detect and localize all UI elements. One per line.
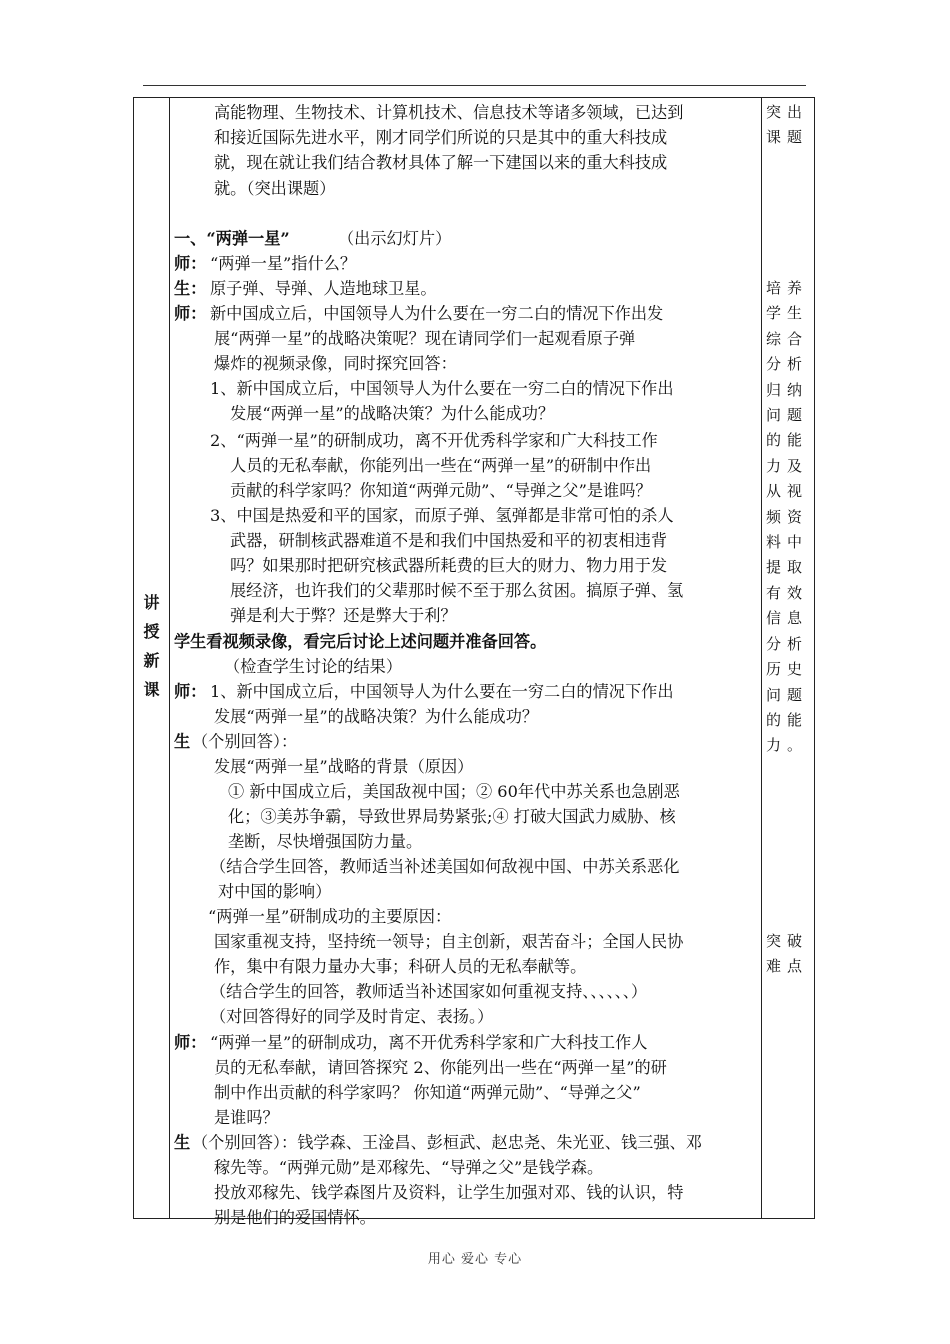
lesson-text-line: 武器，研制核武器难道不是和我们中国热爱和平的初衷相违背: [230, 531, 668, 550]
section-label-char: 课: [143, 680, 160, 699]
lesson-heading-line: 师：: [174, 304, 207, 323]
side-note-line: 信息: [766, 609, 809, 628]
section-label: [134, 588, 169, 704]
side-note-line: 有效: [766, 583, 809, 602]
lesson-text-line: 就。（突出课题）: [214, 179, 336, 198]
lesson-heading-line: 一、“两弹一星”: [174, 229, 290, 248]
lesson-text-line: 贡献的科学家吗？你知道“两弹元勋”、“导弹之父”是谁吗？: [230, 481, 652, 500]
lesson-text-line: （出示幻灯片）: [338, 229, 452, 248]
side-note-line: 从视: [766, 482, 809, 501]
lesson-text-line: （个别回答）：: [192, 732, 298, 751]
lesson-text-line: 垄断，尽快增强国防力量。: [228, 832, 423, 851]
side-note-line: 课题: [766, 128, 809, 147]
lesson-text-line: 1、新中国成立后，中国领导人为什么要在一穷二白的情况下作出: [210, 682, 674, 701]
lesson-text-line: ① 新中国成立后，美国敌视中国；② 60年代中苏关系也急剧恶: [228, 782, 680, 801]
side-note-line: 料中: [766, 533, 809, 552]
lesson-text-line: 化；③美苏争霸，导致世界局势紧张;④ 打破大国武力威胁、核: [228, 807, 676, 826]
lesson-text-line: 3、中国是热爱和平的国家，而原子弹、氢弹都是非常可怕的杀人: [210, 506, 674, 525]
lesson-heading-line: 师：: [174, 1033, 207, 1052]
lesson-text-line: “两弹一星”研制成功的主要原因：: [208, 907, 452, 926]
lesson-heading-line: 生: [174, 1133, 191, 1152]
side-note-line: 力及: [766, 456, 809, 475]
side-note-line: 突出: [766, 103, 809, 121]
side-note-line: 问题: [766, 406, 809, 425]
lesson-text-line: 吗？如果那时把研究核武器所耗费的巨大的财力、物力用于发: [230, 556, 668, 575]
lesson-text-line: “两弹一星”的研制成功，离不开优秀科学家和广大科技工作人: [210, 1033, 648, 1052]
side-note-line: 问题: [766, 685, 809, 704]
side-note-line: 分析: [766, 634, 809, 653]
lesson-text-line: 发展“两弹一星”的战略决策？为什么能成功？: [214, 707, 539, 726]
side-note-line: 频资: [766, 507, 809, 526]
lesson-text-line: 发展“两弹一星”战略的背景（原因）: [214, 757, 474, 776]
lesson-heading-line: 学生看视频录像，看完后讨论上述问题并准备回答。: [174, 632, 547, 651]
side-note-line: 难点: [766, 957, 809, 976]
lesson-text-line: 新中国成立后，中国领导人为什么要在一穷二白的情况下作出发: [210, 304, 664, 323]
lesson-text-line: 高能物理、生物技术、计算机技术、信息技术等诸多领域，已达到: [214, 103, 684, 122]
lesson-text-line: 2、“两弹一星”的研制成功，离不开优秀科学家和广大科技工作: [210, 431, 658, 450]
column-divider-right: [761, 98, 762, 1218]
side-note: [766, 100, 814, 151]
section-label-char: 授: [143, 622, 160, 641]
side-note-line: 综合: [766, 329, 809, 348]
lesson-text-line: 爆炸的视频录像，同时探究回答：: [214, 354, 457, 373]
side-note: [766, 929, 814, 980]
lesson-text-line: （个别回答）：钱学森、王淦昌、彭桓武、赵忠尧、朱光亚、钱三强、邓: [192, 1133, 702, 1152]
lesson-text-line: （结合学生回答，教师适当补述美国如何敌视中国、中苏关系恶化: [210, 857, 680, 876]
side-note-line: 的能: [766, 710, 809, 729]
section-label-char: 新: [143, 651, 160, 670]
side-note-line: 学生: [766, 304, 809, 323]
side-note-line: 突破: [766, 932, 809, 950]
lesson-table: [133, 97, 815, 1227]
lesson-text-line: 就，现在就让我们结合教材具体了解一下建国以来的重大科技成: [214, 153, 668, 172]
lesson-heading-line: 师：: [174, 682, 207, 701]
lesson-text-line: （结合学生的回答，教师适当补述国家如何重视支持、、、、、、）: [210, 982, 648, 1001]
section-label-char: 讲: [143, 593, 160, 612]
lesson-text-line: 原子弹、导弹、人造地球卫星。: [210, 279, 437, 298]
lesson-text-line: 国家重视支持，坚持统一领导；自主创新，艰苦奋斗；全国人民协: [214, 932, 684, 951]
side-note-line: 分析: [766, 355, 809, 374]
lesson-text-line: 1、新中国成立后，中国领导人为什么要在一穷二白的情况下作出: [210, 379, 674, 398]
lesson-text-line: “两弹一星”指什么？: [210, 254, 357, 273]
side-note-line: 力。: [766, 736, 809, 755]
lesson-text-line: （对回答得好的同学及时肯定、表扬。）: [210, 1007, 494, 1026]
lesson-text-line: 展经济，也许我们的父辈那时候不至于那么贫困。搞原子弹、氢: [230, 581, 684, 600]
lesson-text-line: 作，集中有限力量办大事；科研人员的无私奉献等。: [214, 957, 587, 976]
column-divider-left: [169, 98, 170, 1218]
lesson-text-line: 员的无私奉献，请回答探究 2、你能列出一些在“两弹一星”的研: [214, 1058, 667, 1077]
lesson-text-line: 别是他们的爱国情怀。: [214, 1208, 376, 1227]
lesson-text-line: 制中作出贡献的科学家吗？ 你知道“两弹元勋”、“导弹之父”: [214, 1083, 641, 1102]
lesson-heading-line: 师：: [174, 254, 207, 273]
side-note-line: 历史: [766, 660, 809, 679]
side-note-line: 培养: [766, 279, 809, 297]
lesson-text-line: 投放邓稼先、钱学森图片及资料，让学生加强对邓、钱的认识，特: [214, 1183, 684, 1202]
lesson-text-line: 对中国的影响）: [218, 882, 332, 901]
lesson-heading-line: 生：: [174, 279, 207, 298]
lesson-text-line: （检查学生讨论的结果）: [224, 657, 403, 676]
side-note: [766, 276, 814, 759]
lesson-text-line: 稼先等。“两弹元勋”是邓稼先、“导弹之父”是钱学森。: [214, 1158, 604, 1177]
page-footer: 用心 爱心 专心: [427, 1252, 523, 1267]
side-note-line: 的能: [766, 431, 809, 450]
lesson-text-line: 和接近国际先进水平，刚才同学们所说的只是其中的重大科技成: [214, 128, 668, 147]
lesson-text-line: 展“两弹一星”的战略决策呢？现在请同学们一起观看原子弹: [214, 329, 636, 348]
lesson-text-line: 人员的无私奉献，你能列出一些在“两弹一星”的研制中作出: [230, 456, 652, 475]
lesson-text-line: 弹是利大于弊？还是弊大于利？: [230, 606, 457, 625]
lesson-heading-line: 生: [174, 732, 191, 751]
lesson-text-line: 发展“两弹一星”的战略决策？为什么能成功？: [230, 404, 555, 423]
side-note-line: 归纳: [766, 380, 809, 399]
lesson-text-line: 是谁吗？: [214, 1108, 279, 1127]
header-rule: [143, 85, 806, 86]
side-note-line: 提取: [766, 558, 809, 577]
